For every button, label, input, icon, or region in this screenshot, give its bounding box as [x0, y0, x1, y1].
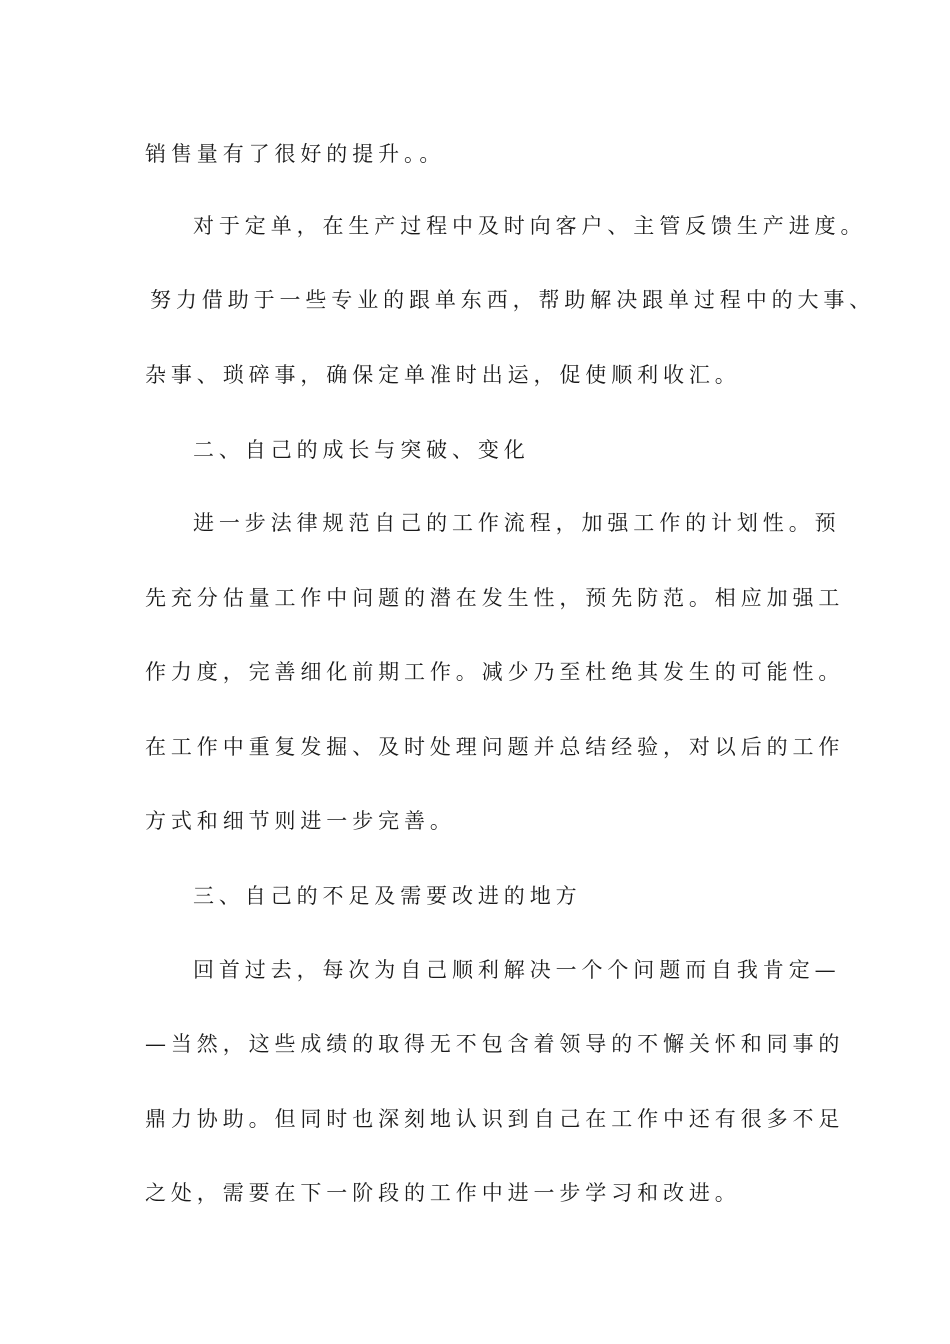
paragraph-line: 对于定单，在生产过程中及时向客户、主管反馈生产进度。	[193, 214, 867, 238]
paragraph-line: —当然，这些成绩的取得无不包含着领导的不懈关怀和同事的	[145, 1032, 845, 1056]
paragraph-line: 进一步法律规范自己的工作流程，加强工作的计划性。预	[193, 511, 841, 535]
paragraph-line: 杂事、琐碎事，确保定单准时出运，促使顺利收汇。	[145, 363, 741, 387]
paragraph-line: 回首过去，每次为自己顺利解决一个个问题而自我肯定—	[193, 958, 841, 982]
paragraph-line: 在工作中重复发掘、及时处理问题并总结经验，对以后的工作	[145, 735, 845, 759]
paragraph-line: 先充分估量工作中问题的潜在发生性，预先防范。相应加强工	[145, 586, 845, 610]
paragraph-line: 之处，需要在下一阶段的工作中进一步学习和改进。	[145, 1181, 741, 1205]
paragraph-line: 销售量有了很好的提升。。	[145, 142, 446, 166]
paragraph-line: 方式和细节则进一步完善。	[145, 809, 456, 833]
section-heading: 三、自己的不足及需要改进的地方	[193, 884, 582, 908]
paragraph-line: 努力借助于一些专业的跟单东西，帮助解决跟单过程中的大事、	[150, 288, 876, 312]
section-heading: 二、自己的成长与突破、变化	[193, 438, 530, 462]
paragraph-line: 鼎力协助。但同时也深刻地认识到自己在工作中还有很多不足	[145, 1107, 845, 1131]
paragraph-line: 作力度，完善细化前期工作。减少乃至杜绝其发生的可能性。	[145, 660, 845, 684]
